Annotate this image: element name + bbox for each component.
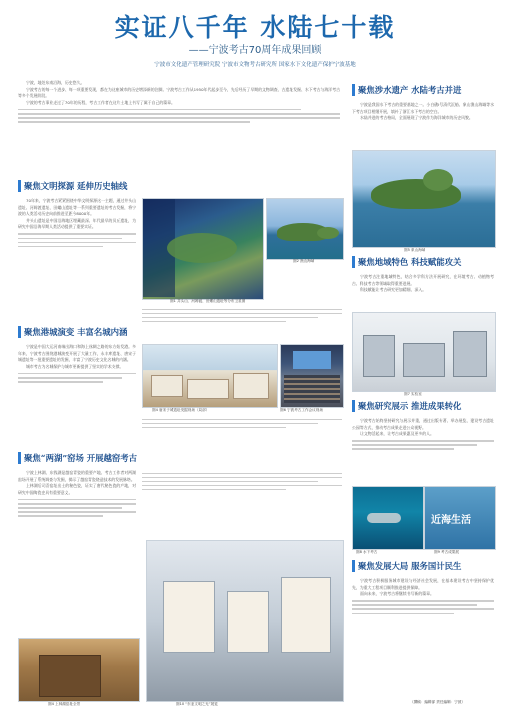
- section-3-text: [18, 470, 136, 630]
- section-7-text: [352, 578, 494, 694]
- island-photo-1: [266, 198, 344, 260]
- section-3-paragraph: 宁波上林湖、东钱湖是越窑青瓷的重要产地。考古工作者对两湖窑场开展了系统调查与发掘，揭示了越窑青瓷烧造技术的发展脉络。: [18, 470, 136, 482]
- intro-paragraph: 宁波的考古事业走过了70年的历程，考古工作者在这片土地上书写了属于自己的篇章。: [26, 99, 175, 105]
- page-title: 实证八千年 水陆七十载: [114, 13, 396, 42]
- site-block: [233, 373, 269, 399]
- satellite-map-photo: [142, 198, 264, 300]
- display-case: [163, 581, 215, 653]
- section-6-paragraph: 宁波考古始终坚持研究与展示并重，通过出版专著、举办展览、建设考古遗址公园等方式，推动考古成果走进公众视野。: [352, 418, 494, 430]
- kiln-site-photo: [18, 638, 140, 702]
- section-heading-4: 聚焦涉水遗产 水陆考古并进: [352, 84, 461, 96]
- section-1-paragraph: 井头山遗址是中国沿海地区埋藏最深、年代最早的贝丘遗址，为研究中国沿海早期人类活动提供了重要实证。: [18, 217, 136, 230]
- lab-instrument: [363, 335, 395, 377]
- photo-caption-8: 图8 水下考古: [356, 550, 378, 554]
- section-2-paragraph: 宁波是中国大运河南端出海口和海上丝绸之路的东方始发港。多年来，宁波考古围绕港城演变开展了大量工作，永丰库遗址、唐宋子城遗址等一批重要遗址的发掘，丰富了宁波历史文化名城的内涵。: [18, 344, 136, 363]
- excavation-site-photo: [142, 344, 278, 408]
- diver-shape: [367, 513, 401, 523]
- section-7-paragraph: 宁波考古积极服务城市建设与经济社会发展，在基本建设考古中坚持保护优先，为重大工程项目顺利推进提供保障。: [352, 578, 494, 590]
- section-1-paragraph: 70年来，宁波考古紧紧围绕中华文明探源这一主题，通过井头山遗址、河姆渡遗址、田螺山遗址等一系列重要遗址的考古发掘，将宁波的人类活动历史向前推进至距今8000年。: [18, 198, 136, 217]
- section-heading-5: 聚焦地域特色 科技赋能攻关: [352, 256, 461, 268]
- section-5-paragraph: 科技赋能让考古研究更加精细、深入。: [360, 287, 427, 293]
- photo-caption-10: 图4 上林湖窑址全景: [48, 702, 81, 706]
- meeting-rows: [284, 375, 340, 403]
- section-heading-1: 聚焦文明探源 延伸历史轴线: [18, 180, 127, 192]
- page-subtitle: ——宁波考古70周年成果回顾: [188, 45, 322, 56]
- section-4-paragraph: 水陆并进的考古格局，全面展现了宁波作为海洋城市的历史风貌。: [360, 115, 473, 121]
- byline: （撰稿：编辑部 责任编辑：宁波）: [410, 700, 466, 704]
- masthead: [0, 0, 510, 80]
- section-2-text: [18, 344, 136, 444]
- lab-instrument: [453, 331, 487, 377]
- section-7-paragraph: 面向未来，宁波考古将继续书写新的篇章。: [360, 591, 434, 597]
- section-6-paragraph: 让文物活起来，让考古成果惠及更多的人。: [360, 431, 434, 437]
- photo-caption-9: 图9 考古成果展: [434, 550, 459, 554]
- intro-paragraph: 宁波考古的每一个进步、每一项重要发现，都在为这座城市的历史增添新的注脚。宁波考古工作从1950年代起步至今，先后经历了早期的文物调查、古遗址发掘、水下考古与海洋考古等多个发展阶段。: [18, 86, 340, 99]
- photo-caption-2: 图2 渔山海域: [293, 259, 315, 263]
- island-photo-2: [352, 150, 496, 248]
- exhibition-title-text: 近海生活: [431, 515, 471, 526]
- island-land: [423, 169, 453, 191]
- site-block: [151, 375, 183, 397]
- section-6-text: [352, 418, 494, 482]
- kiln-pit: [39, 655, 101, 697]
- organizations: 宁波市文化遗产管理研究院 宁波市文物考古研究所 国家水下文化遗产保护宁波基地: [154, 62, 356, 68]
- photo-caption-7: 图7 实验室: [404, 392, 422, 396]
- section-5-paragraph: 宁波考古注重地域特色，结合多学科方法开展研究，在环境考古、动植物考古、科技考古等领域取得重要进展。: [352, 274, 494, 286]
- display-case: [281, 577, 331, 653]
- section-2-paragraph: 城市考古为名城保护与城市更新提供了坚实的学术支撑。: [26, 363, 124, 369]
- intro-text: [18, 80, 340, 172]
- section-heading-7: 聚焦发展大局 服务国计民生: [352, 560, 461, 572]
- exhibition-tour-photo: [146, 540, 344, 702]
- photo-caption-5: 图4 唐宋子城遗址发掘现场（局部）: [152, 408, 210, 412]
- photo-caption-1: 图1 井头山、河姆渡、田螺山遗址等分布卫星图: [170, 299, 246, 303]
- site-block: [187, 379, 229, 399]
- laboratory-photo: [352, 312, 496, 392]
- lab-instrument: [403, 343, 445, 377]
- underwater-photo: [352, 486, 424, 550]
- section-heading-2: 聚焦港城演变 丰富名城内涵: [18, 326, 127, 338]
- photo-caption-6: 图6 宁波考古工作会议现场: [280, 408, 323, 412]
- meeting-screen: [293, 351, 331, 369]
- exhibition-photo: [424, 486, 496, 550]
- section-2-text-cont: [142, 416, 342, 446]
- island-land: [317, 227, 339, 239]
- section-3-text-cont: [142, 470, 342, 530]
- photo-caption-11: 图10 “东亚文明之光”展览: [176, 702, 218, 706]
- coast-area: [167, 233, 237, 263]
- section-4-text: [352, 102, 494, 148]
- section-5-text: [352, 274, 494, 308]
- meeting-photo: [280, 344, 344, 408]
- display-case: [227, 591, 269, 653]
- section-heading-6: 聚焦研究展示 推进成果转化: [352, 400, 461, 412]
- section-1-text: [18, 198, 136, 316]
- section-4-paragraph: 宁波是我国水下考古的重要基地之一。小白礁Ⅰ号清代沉船、象山渔山海域等水下考古项目相继开展，填补了浙江水下考古的空白。: [352, 102, 494, 114]
- section-3-paragraph: 上林湖后司岙窑址出土的秘色瓷，证实了唐代秘色瓷的产地，对研究中国陶瓷史具有重要意义。: [18, 483, 136, 495]
- section-1-text-cont: [142, 306, 342, 346]
- photo-caption-4: 图5 象山海域: [404, 248, 426, 252]
- intro-paragraph: 宁波，地处东南沿海，历史悠久。: [26, 80, 85, 85]
- section-heading-3: 聚焦“两湖”窑场 开展越窑考古: [18, 452, 137, 464]
